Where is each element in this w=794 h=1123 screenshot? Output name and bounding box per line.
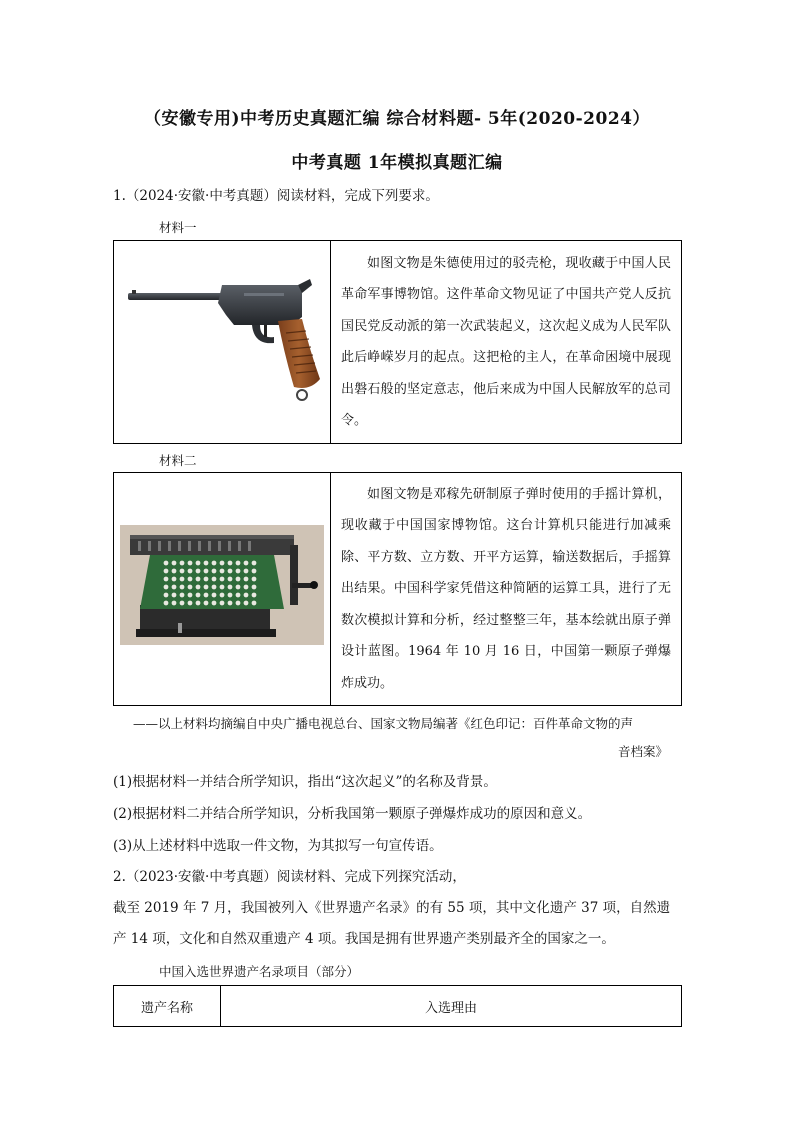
question-1-part-1: (1)根据材料一并结合所学知识，指出“这次起义”的名称及背景。 [113,774,497,790]
page-subtitle: 中考真题 1年模拟真题汇编 [291,153,503,173]
question-1-part-2: (2)根据材料二并结合所学知识，分析我国第一颗原子弹爆炸成功的原因和意义。 [113,806,592,822]
table-header-name: 遗产名称 [114,986,221,1027]
question-1-part-3: (3)从上述材料中选取一件文物，为其拟写一句宣传语。 [113,838,443,854]
material-1-image-cell [114,241,331,444]
material-2-label: 材料二 [159,453,197,468]
material-2-text: 如图文物是邓稼先研制原子弹时使用的手摇计算机，现收藏于中国国家博物馆。这台计算机只能进行加减乘除、平方数、立方数、开平方运算，输送数据后，手摇算出结果。中国科学家凭借这种简陋的运算工具，进行了无数次模拟计算和分析，经过整整三年，基本绘就出原子弹设计蓝图。1964 年 10 月 16 日，中国第一颗原子弹爆炸成功。 [341,486,671,691]
material-2-image-cell [114,473,331,706]
mauser-pistol-image [114,241,330,439]
source-note-line1: ——以上材料均摘编自中央广播电视总台、国家文物局编著《红色印记：百件革命文物的声 [133,716,634,731]
material-1-table [113,240,682,444]
material-2-text-cell [331,473,682,706]
question-2-text-line1: 截至 2019 年 7 月，我国被列入《世界遗产名录》的有 55 项，其中文化遗产 37 项，自然遗 [113,900,671,916]
heritage-table [113,985,682,1027]
table-header-row [114,986,682,1027]
material-1-label: 材料一 [159,220,197,235]
heritage-table-caption: 中国入选世界遗产名录项目（部分） [159,964,360,979]
calculator-image [114,473,330,701]
source-note-line2: 音档案》 [618,744,669,759]
material-1-text-cell [331,241,682,444]
page-title: （安徽专用)中考历史真题汇编 综合材料题- 5年(2020-2024） [144,109,650,129]
table-header-reason: 入选理由 [221,986,682,1027]
question-2-stem: 2.（2023·安徽·中考真题）阅读材料、完成下列探究活动， [113,869,466,885]
question-1-stem: 1.（2024·安徽·中考真题）阅读材料，完成下列要求。 [113,188,439,204]
material-1-text: 如图文物是朱德使用过的驳壳枪，现收藏于中国人民革命军事博物馆。这件革命文物见证了中国共产党人反抗国民党反动派的第一次武装起义，这次起义成为人民军队此后峥嵘岁月的起点。这把枪的主人，在革命困境中展现出磐石般的坚定意志，他后来成为中国人民解放军的总司令。 [341,255,671,428]
question-2-text-line2: 产 14 项，文化和自然双重遗产 4 项。我国是拥有世界遗产类别最齐全的国家之一。 [113,931,615,947]
material-2-table [113,472,682,706]
